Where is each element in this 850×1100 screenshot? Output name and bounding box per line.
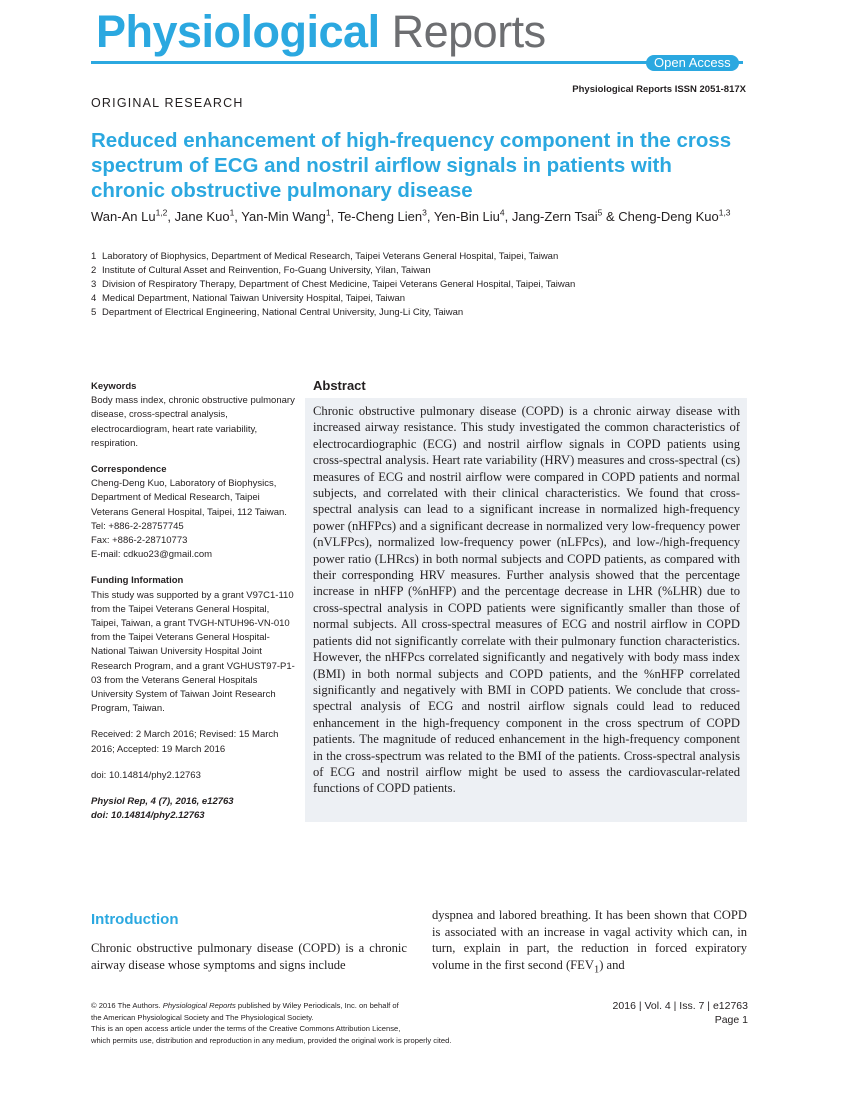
affiliation-text: Institute of Cultural Asset and Reinvention, Fo-Guang University, Yilan, Taiwan	[102, 265, 431, 276]
citation-line-1: Physiol Rep, 4 (7), 2016, e12763	[91, 796, 234, 808]
affiliation-item	[91, 306, 751, 320]
correspondence-text: Cheng-Deng Kuo, Laboratory of Biophysics, Department of Medical Research, Taipei Veterans General Hospital, Taipei, 112 Taiwan.	[91, 478, 287, 518]
author-separator: ,	[426, 209, 434, 224]
license-line-2: the American Physiological Society and The Physiological Society.	[91, 1012, 314, 1022]
article-info-sidebar	[91, 380, 297, 823]
affiliation-number: 2	[91, 265, 97, 276]
author-affiliation-marker: 1	[229, 207, 235, 218]
introduction-column-1: Chronic obstructive pulmonary disease (COPD) is a chronic airway disease whose symptoms and signs include	[91, 941, 407, 972]
affiliation-item	[91, 292, 751, 306]
funding-heading: Funding Information	[91, 575, 184, 587]
intro-col2-text: dyspnea and labored breathing. It has been shown that COPD is associated with an increase in vagal activity which can, in turn, explain in part, the reduction in forced expiratory volume in the first second (FEV	[432, 908, 747, 972]
affiliation-text: Laboratory of Biophysics, Department of Medical Research, Taipei Veterans General Hospital, Taipei, Taiwan	[102, 251, 559, 262]
journal-logo	[96, 6, 546, 58]
affiliation-number: 3	[91, 279, 97, 290]
affiliation-number: 5	[91, 307, 97, 318]
correspondence-fax: Fax: +886-2-28710773	[91, 535, 188, 547]
correspondence-tel: Tel: +886-2-28757745	[91, 520, 184, 532]
affiliation-list	[91, 250, 751, 320]
introduction-heading: Introduction	[91, 911, 179, 928]
article-dates: Received: 2 March 2016; Revised: 15 March 2016; Accepted: 19 March 2016	[91, 729, 279, 755]
correspondence-heading: Correspondence	[91, 464, 167, 476]
intro-col2-tail: ) and	[599, 957, 625, 972]
issue-footer	[560, 999, 748, 1027]
author-list	[91, 208, 751, 225]
affiliation-text: Department of Electrical Engineering, National Central University, Jung-Li City, Taiwan	[102, 307, 464, 318]
license-line-4: which permits use, distribution and reproduction in any medium, provided the original work is properly cited.	[91, 1035, 452, 1045]
funding-text: This study was supported by a grant V97C1-110 from the Taipei Veterans General Hospital, Taipei, Taiwan, a grant TVGH-NTUH96-VN-010 from the Taipei Veterans General Hospital-National Taiwan University Hospital Joint Research Program, and a grant VGHUST97-P1-03 from the Veterans General Hospitals University System of Taiwan Joint Research Program, Taiwan.	[91, 589, 295, 715]
author-affiliation-marker: 1	[325, 207, 331, 218]
author-name: Wan-An Lu	[91, 209, 156, 224]
abstract-heading: Abstract	[313, 378, 366, 393]
author-separator: ,	[330, 209, 338, 224]
author-separator: &	[602, 209, 619, 224]
author-name: Yen-Bin Liu	[433, 209, 500, 224]
author-affiliation-marker: 5	[597, 207, 603, 218]
journal-name-part1: Physiological	[96, 6, 380, 57]
abstract-text: Chronic obstructive pulmonary disease (COPD) is a chronic airway disease with increased airway resistance. This study investigated the common characteristics of electrocardiographic (ECG) and nostril airflow signals in COPD patients using cross-spectral analysis. Heart rate variability (HRV) measures and cross-spectral (cs) measures of ECG and nostril airflow were compared in COPD patients and normal subjects, and correlated with their clinical characteristics. We found that cross-spectral analysis can lead to a significant increase in normalized high-frequency power (nHFPcs) and a significant decrease in normalized very low-frequency power (nVLFPcs), normalized low-frequency power (nLFPcs), and low-/high-frequency power ratio (LHRcs) in both normal subjects and COPD patients, as compared with their corresponding HRV measures. Further analysis showed that the percentage increase in nHFP (%nHFP) and the percentage decrease in LHR (%LHR) due to cross-spectral analysis in COPD patients were significantly smaller than those of normal subjects. All cross-spectral measures of ECG and nostril airflow in COPD patients did not significantly correlate with their pulmonary function characteristics. However, the nHFPcs correlated significantly and negatively with body mass index (BMI) in both normal subjects and COPD patients, and the %nHFP correlated significantly and negatively with BMI in COPD patients. We conclude that cross-spectral analysis of ECG and nostril airflow signals could lead to reduced enhancement in the high-frequency component in the cross spectrum of COPD patients. The magnitude of reduced enhancement in the high-frequency component in the cross-spectrum was related to the BMI of the patients. Cross-spectral analysis of ECG and nostril airflow might be used to assess the cardiovascular-related functions of COPD patients.	[313, 404, 741, 796]
fev-subscript: 1	[593, 964, 600, 976]
journal-name-part2: Reports	[391, 6, 546, 57]
author-separator: ,	[167, 209, 175, 224]
affiliation-number: 4	[91, 293, 97, 304]
license-footer	[91, 1000, 571, 1046]
page-number: Page 1	[714, 1014, 748, 1026]
issue-info: 2016 | Vol. 4 | Iss. 7 | e12763	[612, 1000, 748, 1012]
keywords-text: Body mass index, chronic obstructive pulmonary disease, cross-spectral analysis, electrocardiogram, heart rate variability, respiration.	[91, 395, 295, 449]
license-line-1: © 2016 The Authors. Physiological Reports published by Wiley Periodicals, Inc. on behalf of	[91, 1001, 399, 1010]
introduction-column-2	[432, 907, 747, 979]
keywords-heading: Keywords	[91, 381, 137, 392]
affiliation-item	[91, 250, 751, 264]
affiliation-text: Division of Respiratory Therapy, Department of Chest Medicine, Taipei Veterans General Hospital, Taipei, Taiwan	[102, 279, 576, 290]
affiliation-item	[91, 264, 751, 278]
section-label: ORIGINAL RESEARCH	[91, 96, 244, 110]
affiliation-text: Medical Department, National Taiwan University Hospital, Taipei, Taiwan	[102, 293, 406, 304]
author-separator: ,	[504, 209, 512, 224]
author-affiliation-marker: 3	[422, 207, 427, 218]
journal-issn: Physiological Reports ISSN 2051-817X	[572, 84, 746, 95]
correspondence-email[interactable]: E-mail: cdkuo23@gmail.com	[91, 549, 213, 561]
article-title: Reduced enhancement of high-frequency component in the cross spectrum of ECG and nostril airflow signals in patients with chronic obstructive pulmonary disease	[91, 129, 732, 202]
open-access-badge: Open Access	[646, 55, 739, 71]
author-affiliation-marker: 1,2	[155, 207, 168, 218]
article-doi[interactable]: doi: 10.14814/phy2.12763	[91, 769, 201, 781]
author-name: Jane Kuo	[174, 209, 230, 224]
author-name: Cheng-Deng Kuo	[618, 209, 719, 224]
author-name: Te-Cheng Lien	[337, 209, 423, 224]
author-name: Jang-Zern Tsai	[511, 209, 598, 224]
author-affiliation-marker: 1,3	[718, 207, 731, 218]
affiliation-item	[91, 278, 751, 292]
affiliation-number: 1	[91, 251, 97, 262]
citation-line-2[interactable]: doi: 10.14814/phy2.12763	[91, 810, 205, 822]
license-line-3: This is an open access article under the terms of the Creative Commons Attribution License,	[91, 1024, 401, 1033]
author-separator: ,	[234, 209, 242, 224]
author-affiliation-marker: 4	[499, 207, 505, 218]
author-name: Yan-Min Wang	[241, 209, 326, 224]
